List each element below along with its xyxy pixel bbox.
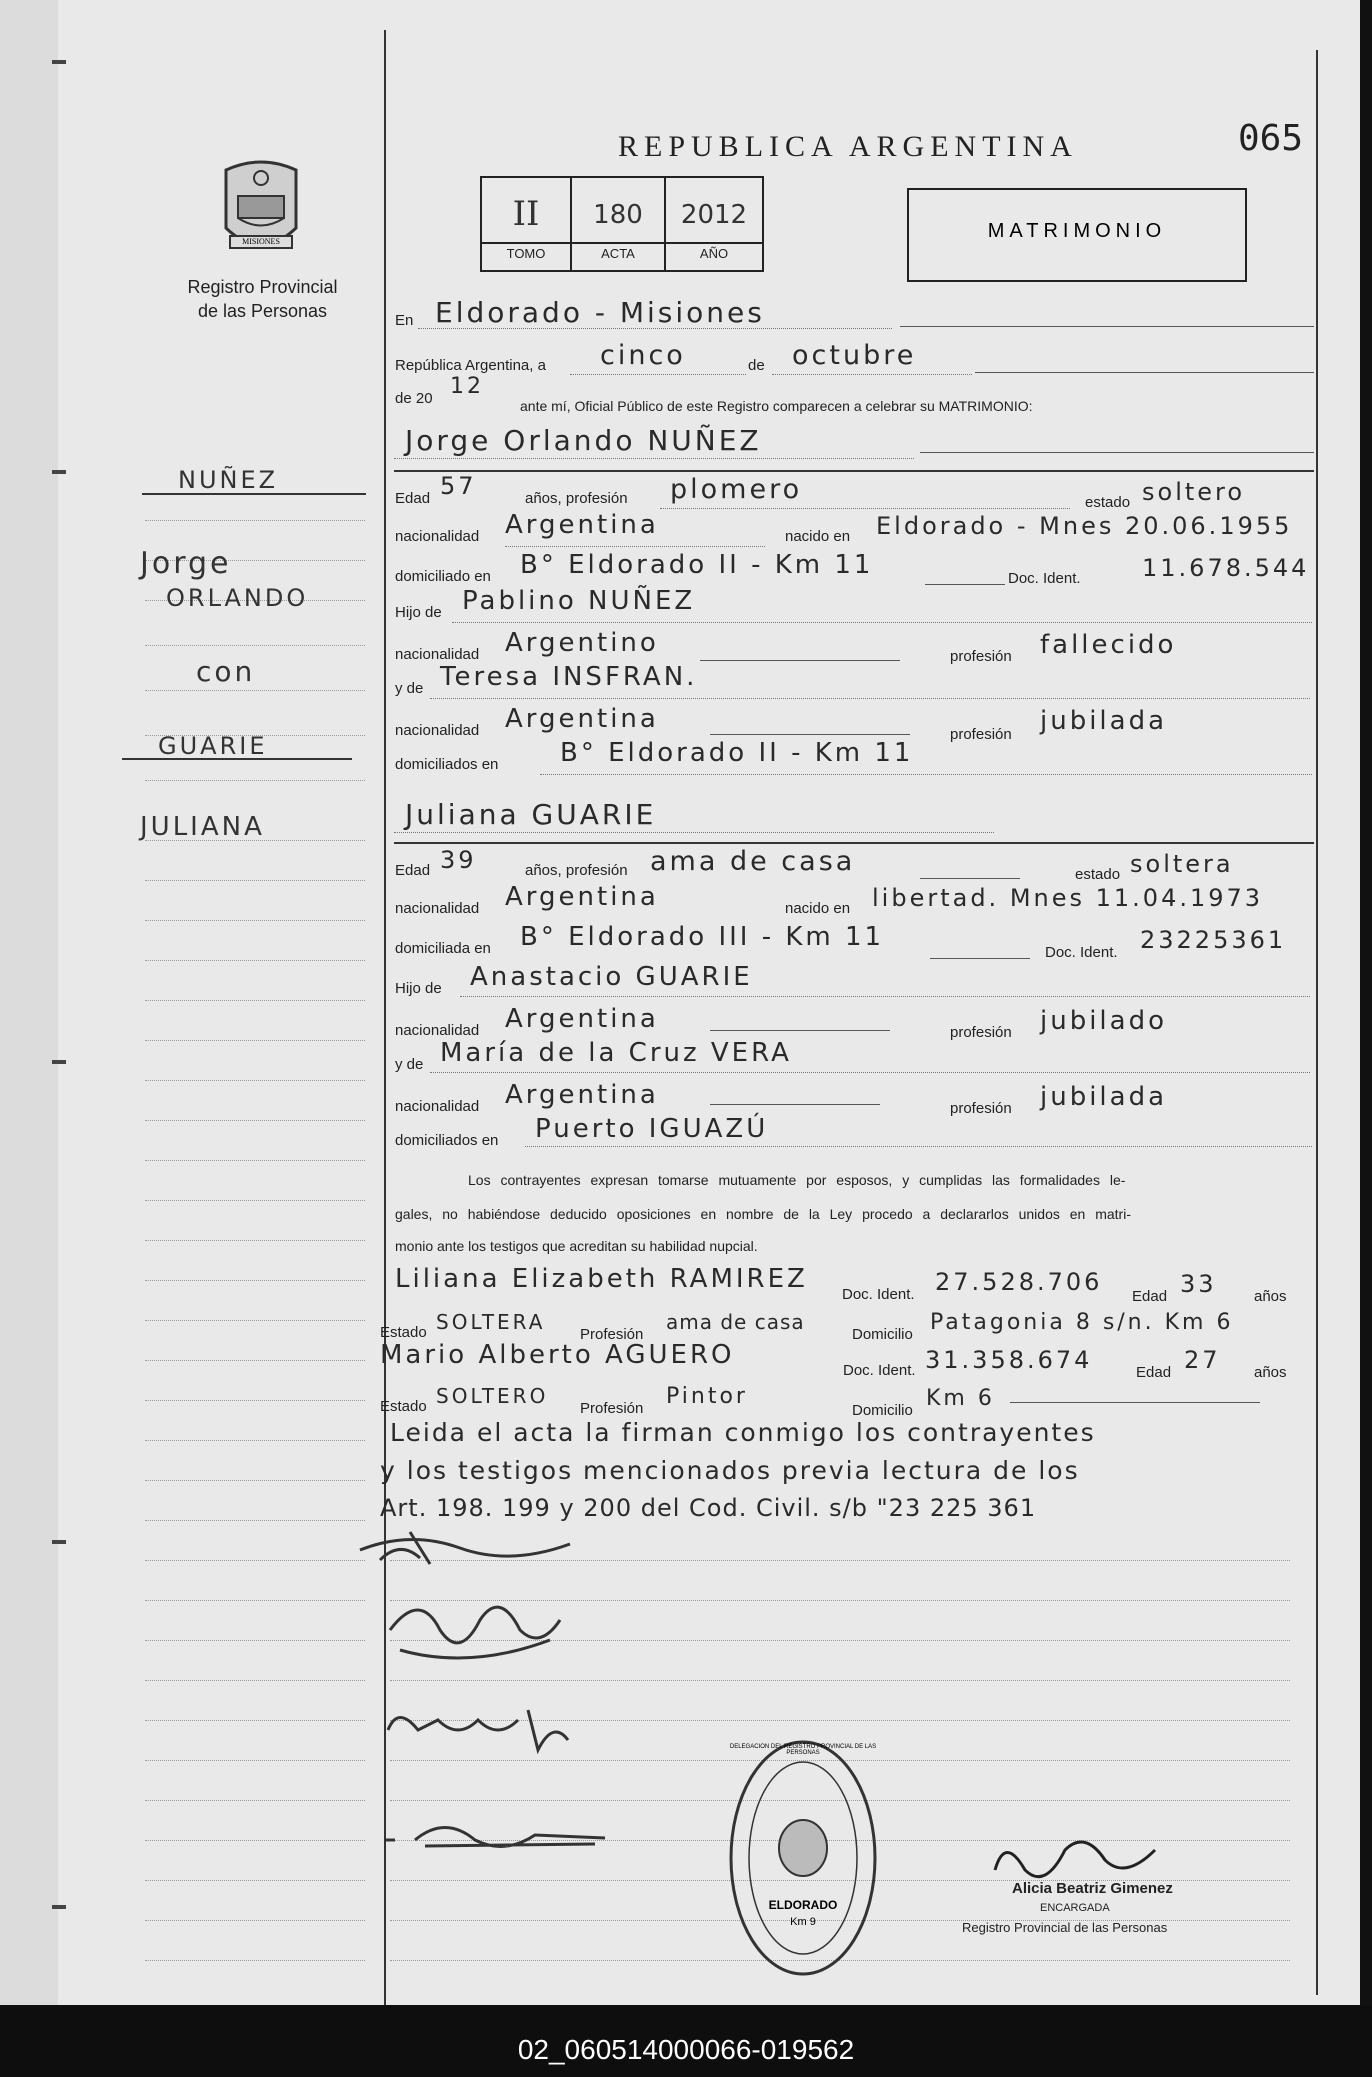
c2-name: Juliana GUARIE: [405, 798, 657, 831]
signature-scribble: [378, 1700, 578, 1760]
t1-doc: 27.528.706: [935, 1268, 1103, 1296]
c2-profesion: ama de casa: [650, 846, 856, 877]
c1-padre-prof-label: profesión: [950, 648, 1012, 665]
c1-madre-nac-label: nacionalidad: [395, 722, 480, 739]
c2-madre-prof: jubilada: [1040, 1082, 1168, 1112]
c2-doc-label: Doc. Ident.: [1045, 944, 1118, 961]
t2-estado-label: Estado: [380, 1398, 427, 1415]
t2-edad: 27: [1184, 1346, 1221, 1374]
c1-edad-label: Edad: [395, 490, 431, 507]
t2-domicilio-label: Domicilio: [852, 1402, 913, 1419]
c1-doc-label: Doc. Ident.: [1008, 570, 1081, 587]
c1-padre-prof: fallecido: [1040, 630, 1177, 660]
t1-edad-label: Edad: [1132, 1288, 1168, 1305]
registry-line2: de las Personas: [197, 301, 328, 321]
declaration-line3: monio ante los testigos que acreditan su habilidad nupcial.: [395, 1238, 758, 1254]
c2-edad: 39: [440, 846, 477, 874]
c1-hijo-label: Hijo de: [395, 604, 442, 621]
c1-padre-nac-label: nacionalidad: [395, 646, 480, 663]
c1-profesion: plomero: [670, 474, 803, 505]
margin-surname-1: NUÑEZ: [178, 466, 279, 494]
c1-padre-nac: Argentino: [505, 628, 659, 658]
right-rule: [1316, 50, 1318, 1995]
c1-madre-nac: Argentina: [505, 704, 659, 734]
stamp-ring-text: DELEGACION DEL REGISTRO PROVINCIAL DE LAS PERSONAS: [729, 1744, 877, 1756]
t2-profesion: Pintor: [666, 1384, 748, 1409]
stamp-center-text: ELDORADO: [768, 1898, 838, 1912]
c1-nac-label: nacionalidad: [395, 528, 480, 545]
declaration-line1: Los contrayentes expresan tomarse mutuamente por esposos, y cumplidas las formalidades le-: [468, 1172, 1126, 1188]
t1-domicilio: Patagonia 8 s/n. Km 6: [930, 1310, 1234, 1335]
facing-page-edge: [0, 0, 60, 2010]
registry-line1: Registro Provincial: [187, 277, 338, 297]
c1-nacionalidad: Argentina: [505, 510, 659, 540]
c2-domic-label: domiciliada en: [395, 940, 491, 957]
c2-estado: soltera: [1130, 850, 1234, 878]
c2-doc: 23225361: [1140, 926, 1287, 954]
t2-doc-label: Doc. Ident.: [843, 1362, 916, 1379]
c2-yde-label: y de: [395, 1056, 424, 1073]
de-label: de: [748, 357, 765, 374]
t1-estado: SOLTERA: [436, 1310, 546, 1334]
tomo-acta-anio-box: [480, 176, 764, 272]
signature-scribble: [375, 1810, 615, 1860]
c2-padre-nac-label: nacionalidad: [395, 1022, 480, 1039]
declaration-line2: gales, no habiéndose deducido oposiciones en nombre de la Ley procedo a declararlos unidos en matri-: [395, 1206, 1131, 1222]
folio-number: 065: [1238, 118, 1304, 159]
c1-madre: Teresa INSFRAN.: [440, 662, 698, 692]
t1-profesion: ama de casa: [666, 1310, 805, 1334]
c2-nacido: libertad. Mnes 11.04.1973: [872, 884, 1264, 912]
c1-madre-prof: jubilada: [1040, 706, 1168, 736]
margin-connector: con: [196, 655, 256, 688]
closing-line3: Art. 198. 199 y 200 del Cod. Civil. s/b "23 225 361: [380, 1494, 1037, 1522]
t2-domicilio: Km 6: [926, 1386, 995, 1411]
closing-line2: y los testigos mencionados previa lectura de los: [380, 1456, 1080, 1485]
c1-estado-label: estado: [1085, 494, 1131, 511]
t2-anos-label: años: [1254, 1364, 1287, 1381]
stamp-km: Km 9: [790, 1916, 816, 1928]
t2-edad-label: Edad: [1136, 1364, 1172, 1381]
year-prefix: de 20: [395, 390, 433, 407]
act-type-box: [907, 188, 1247, 282]
official-stamp: [728, 1738, 878, 1978]
anio-label: AÑO: [699, 246, 729, 261]
c1-doc: 11.678.544: [1142, 554, 1310, 582]
c1-padre: Pablino NUÑEZ: [462, 586, 696, 616]
month-value: octubre: [792, 340, 917, 371]
binding-mark: [52, 470, 66, 474]
official-name: Alicia Beatriz Gimenez: [1012, 1880, 1173, 1897]
t1-name: Liliana Elizabeth RAMIREZ: [395, 1264, 808, 1294]
c2-padre: Anastacio GUARIE: [470, 962, 753, 992]
seal-text: MISIONES: [242, 237, 280, 246]
acta-label: ACTA: [601, 246, 635, 261]
file-code: 02_060514000066-019562: [517, 2034, 855, 2065]
country-heading: REPUBLICA ARGENTINA: [618, 130, 1078, 163]
c2-padre-nac: Argentina: [505, 1004, 659, 1034]
signature-scribble: [380, 1590, 570, 1670]
c2-estado-label: estado: [1075, 866, 1121, 883]
t2-name: Mario Alberto AGUERO: [380, 1340, 735, 1370]
c2-nacido-label: nacido en: [785, 900, 851, 917]
binding-mark: [52, 1905, 66, 1909]
day-value: cinco: [600, 340, 686, 371]
official-office: Registro Provincial de las Personas: [962, 1920, 1168, 1935]
c1-nacido: Eldorado - Mnes 20.06.1955: [876, 512, 1293, 540]
c2-nacionalidad: Argentina: [505, 882, 659, 912]
t1-anos-label: años: [1254, 1288, 1287, 1305]
acta-value: 180: [593, 200, 643, 230]
intro-text: ante mí, Oficial Público de este Registro comparecen a celebrar su MATRIMONIO:: [520, 398, 1033, 414]
en-label: En: [395, 312, 414, 329]
tomo-value: II: [512, 194, 540, 234]
official-title: ENCARGADA: [1040, 1902, 1110, 1914]
c1-estado: soltero: [1142, 478, 1246, 506]
c2-padre-prof-label: profesión: [950, 1024, 1012, 1041]
binding-mark: [52, 60, 66, 64]
tomo-label: TOMO: [506, 246, 546, 261]
anio-value: 2012: [680, 200, 748, 230]
binding-mark: [52, 1060, 66, 1064]
c1-madre-prof-label: profesión: [950, 726, 1012, 743]
margin-given-1a: Jorge: [140, 546, 232, 581]
c2-madre: María de la Cruz VERA: [440, 1038, 792, 1068]
c2-hijo-label: Hijo de: [395, 980, 442, 997]
c2-domiciliados-label: domiciliados en: [395, 1132, 499, 1149]
margin-surname-2: GUARIE: [158, 732, 268, 760]
c2-domicilio: B° Eldorado III - Km 11: [520, 922, 885, 952]
t2-profesion-label: Profesión: [580, 1400, 644, 1417]
c1-edad: 57: [440, 472, 477, 500]
t1-doc-label: Doc. Ident.: [842, 1286, 915, 1303]
margin-given-2: JULIANA: [140, 812, 265, 842]
t2-estado: SOLTERO: [436, 1384, 549, 1408]
c2-madre-nac: Argentina: [505, 1080, 659, 1110]
c1-domicilio: B° Eldorado II - Km 11: [520, 550, 874, 580]
republica-label: República Argentina, a: [395, 357, 546, 374]
c1-domic-label: domiciliado en: [395, 568, 491, 585]
c2-edad-label: Edad: [395, 862, 431, 879]
c1-nacido-label: nacido en: [785, 528, 851, 545]
c1-yde-label: y de: [395, 680, 424, 697]
t1-estado-label: Estado: [380, 1324, 427, 1341]
closing-line1: Leida el acta la firman conmigo los contrayentes: [390, 1418, 1096, 1447]
c1-domiciliados-label: domiciliados en: [395, 756, 499, 773]
c1-name: Jorge Orlando NUÑEZ: [405, 424, 762, 457]
c2-padre-prof: jubilado: [1040, 1006, 1167, 1036]
place-value: Eldorado - Misiones: [435, 296, 765, 329]
act-type: MATRIMONIO: [987, 220, 1167, 242]
year-suffix: 12: [450, 374, 484, 399]
c2-anos-prof-label: años, profesión: [525, 862, 628, 879]
t2-doc: 31.358.674: [925, 1346, 1093, 1374]
t1-edad: 33: [1180, 1270, 1217, 1298]
c2-madre-nac-label: nacionalidad: [395, 1098, 480, 1115]
c2-nac-label: nacionalidad: [395, 900, 480, 917]
misiones-seal-icon: [216, 158, 306, 266]
binding-mark: [52, 1540, 66, 1544]
signature-scribble: [350, 1520, 580, 1570]
margin-given-1b: ORLANDO: [166, 584, 309, 612]
t1-profesion-label: Profesión: [580, 1326, 644, 1343]
t1-domicilio-label: Domicilio: [852, 1326, 913, 1343]
c2-padres-domicilio: Puerto IGUAZÚ: [535, 1114, 769, 1144]
c1-padres-domicilio: B° Eldorado II - Km 11: [560, 738, 914, 768]
c1-anos-prof-label: años, profesión: [525, 490, 628, 507]
c2-madre-prof-label: profesión: [950, 1100, 1012, 1117]
